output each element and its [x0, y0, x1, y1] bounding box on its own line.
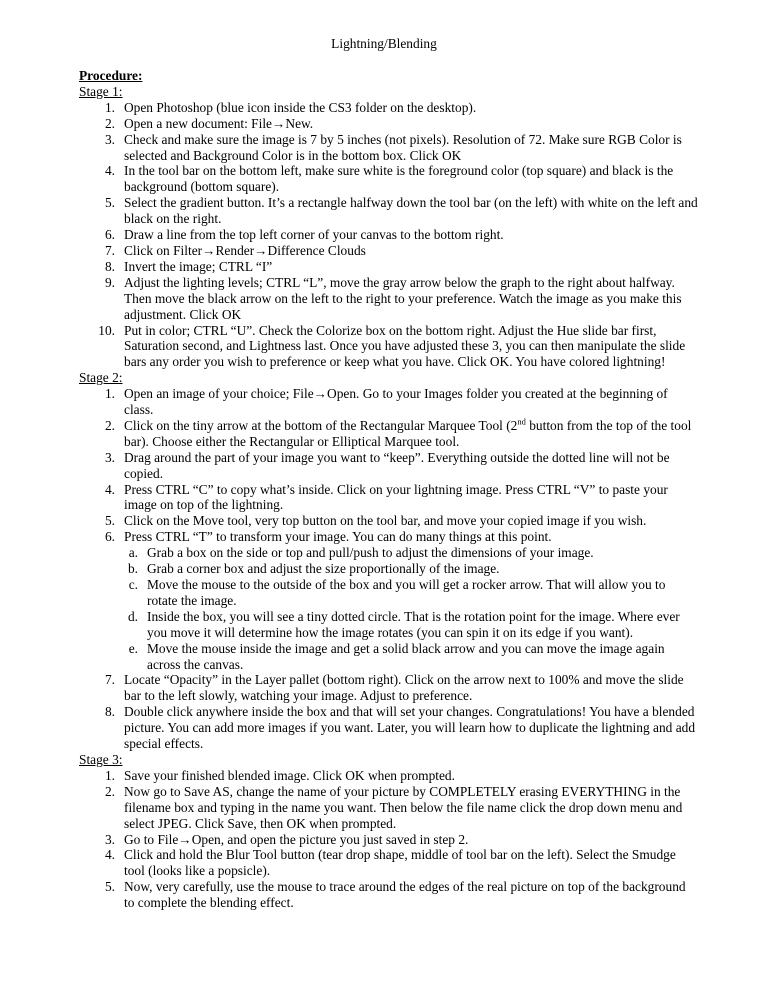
step-text: Open an image of your choice; File→Open. Go to your Images folder you created at the beginning of class.: [124, 386, 668, 418]
step-item: [79, 513, 699, 529]
step-item: [79, 418, 699, 450]
step-number: 4.: [104, 163, 115, 179]
step-text: Save your finished blended image. Click OK when prompted.: [124, 767, 455, 783]
step-text: Check and make sure the image is 7 by 5 inches (not pixels). Resolution of 72. Make sure RGB Color is selected and Background Color is in the bottom box. Click OK: [124, 131, 682, 163]
substep-letter: c.: [128, 577, 138, 592]
substep-letter: d.: [127, 608, 138, 624]
step-text: Open a new document: File→New.: [124, 115, 314, 131]
step-number: 2.: [104, 783, 115, 799]
stage-3-label: Stage 3:: [79, 751, 123, 767]
step-text-continued: button from the top of the tool bar). Choose either the Rectangular or Elliptical Marquee tool.: [124, 417, 692, 449]
step-text: Draw a line from the top left corner of your canvas to the bottom right.: [124, 227, 504, 243]
procedure-heading: Procedure:: [79, 68, 143, 83]
stage-3-steps: [79, 768, 699, 911]
step-item: [79, 243, 699, 259]
step-text: Invert the image; CTRL “I”: [124, 258, 273, 274]
step-item: [79, 323, 699, 371]
document-body: [79, 68, 699, 911]
step-item: [79, 879, 699, 911]
step-text: Press CTRL “C” to copy what’s inside. Click on your lightning image. Press CTRL “V” to paste your image on top of the lightning.: [124, 481, 668, 513]
step-item: [79, 450, 699, 482]
step-number: 5.: [104, 195, 115, 211]
document-title: Lightning/Blending: [331, 36, 437, 51]
step-text: Open Photoshop (blue icon inside the CS3 folder on the desktop).: [124, 99, 477, 115]
step-text: Now, very carefully, use the mouse to trace around the edges of the real picture on top of the background to complete the blending effect.: [124, 879, 686, 911]
step-number: 1.: [104, 386, 115, 402]
step-item: [79, 529, 699, 672]
substep-text: Move the mouse inside the image and get a solid black arrow and you can move the image again across the canvas.: [147, 640, 665, 672]
step-number: 8.: [104, 258, 115, 274]
step-item: [79, 482, 699, 514]
step-text: Select the gradient button. It’s a rectangle halfway down the tool bar (on the left) with white on the left and black on the right.: [124, 195, 698, 227]
step-text: Go to File→Open, and open the picture you just saved in step 2.: [124, 831, 469, 847]
substep-item: [124, 561, 699, 577]
step-number: 8.: [104, 704, 115, 720]
stage-2-label: Stage 2:: [79, 370, 123, 386]
step-number: 4.: [104, 847, 115, 863]
step-item: [79, 100, 699, 116]
stage-1-steps: [79, 100, 699, 370]
step-text: Press CTRL “T” to transform your image. You can do many things at this point.: [124, 529, 552, 545]
ordinal-superscript: nd: [517, 416, 526, 427]
substep-letter: e.: [128, 640, 138, 656]
step-number: 3.: [104, 449, 115, 465]
substep-item: [124, 641, 699, 673]
substep-letter: a.: [128, 545, 138, 561]
stage-1-label: Stage 1:: [79, 83, 123, 99]
substep-text: Grab a box on the side or top and pull/push to adjust the dimensions of your image.: [147, 545, 594, 561]
step-number: 6.: [104, 227, 115, 243]
step-item: [79, 132, 699, 164]
step-text: Click on the tiny arrow at the bottom of the Rectangular Marquee Tool (2: [124, 417, 518, 433]
step-item: [79, 847, 699, 879]
substep-item: [124, 577, 699, 609]
step-text: Click on the Move tool, very top button on the tool bar, and move your copied image if you wish.: [124, 513, 647, 529]
step-item: [79, 704, 699, 752]
transform-substeps: [124, 545, 699, 672]
step-number: 3.: [104, 831, 115, 847]
step-text: Drag around the part of your image you want to “keep”. Everything outside the dotted line will not be copied.: [124, 449, 670, 481]
step-number: 1.: [104, 99, 115, 115]
step-number: 2.: [104, 417, 115, 433]
step-number: 5.: [104, 879, 115, 895]
step-item: [79, 784, 699, 832]
substep-text: Move the mouse to the outside of the box and you will get a rocker arrow. That will allow you to rotate the image.: [147, 577, 666, 608]
step-item: [79, 386, 699, 418]
substep-text: Inside the box, you will see a tiny dotted circle. That is the rotation point for the image. Where ever you move it will determine how the image rotates (you can spin it on its edge if you want).: [147, 608, 680, 640]
step-text: Now go to Save AS, change the name of your picture by COMPLETELY erasing EVERYTHING in the filename box and typing in the name you want. Then below the file name click the drop down menu and select JPEG. Click Save, then OK when prompted.: [124, 783, 683, 831]
step-number: 4.: [104, 481, 115, 497]
stage-2-steps: [79, 386, 699, 752]
substep-letter: b.: [127, 561, 138, 577]
step-item: [79, 672, 699, 704]
step-item: [79, 163, 699, 195]
step-number: 3.: [104, 131, 115, 147]
step-number: 6.: [104, 529, 115, 545]
step-text: Adjust the lighting levels; CTRL “L”, move the gray arrow below the graph to the right about halfway. Then move the black arrow on the left to the right to your preference. Watch the image as you make this adjustment. Click OK: [124, 274, 682, 322]
step-text: In the tool bar on the bottom left, make sure white is the foreground color (top square) and black is the background (bottom square).: [124, 163, 674, 195]
step-item: [79, 768, 699, 784]
step-text: Click on Filter→Render→Difference Clouds: [124, 242, 366, 258]
step-number: 5.: [104, 513, 115, 529]
step-number: 7.: [104, 242, 115, 258]
step-number: 7.: [104, 672, 115, 688]
step-item: [79, 116, 699, 132]
step-text: Put in color; CTRL “U”. Check the Colorize box on the bottom right. Adjust the Hue slide bar first, Saturation second, and Lightness last. Once you have adjusted these 3, you can then manipulate the slide bars any order you wish to preference or keep what you have. Click OK. You have colored lightning!: [124, 322, 686, 370]
step-number: 10.: [98, 322, 115, 338]
step-text: Double click anywhere inside the box and that will set your changes. Congratulations! You have a blended picture. You can add more images if you want. Later, you will learn how to duplicate the lightning and add special effects.: [124, 704, 696, 752]
step-number: 1.: [104, 767, 115, 783]
step-text: Click and hold the Blur Tool button (tear drop shape, middle of tool bar on the left). Select the Smudge tool (looks like a popsicle).: [124, 847, 676, 879]
substep-item: [124, 609, 699, 641]
step-item: [79, 275, 699, 323]
step-item: [79, 832, 699, 848]
substep-text: Grab a corner box and adjust the size proportionally of the image.: [147, 561, 500, 577]
step-item: [79, 227, 699, 243]
step-text: Locate “Opacity” in the Layer pallet (bottom right). Click on the arrow next to 100% and move the slide bar to the left slowly, watching your image. Adjust to preference.: [124, 672, 684, 704]
step-number: 2.: [104, 115, 115, 131]
substep-item: [124, 545, 699, 561]
step-item: [79, 195, 699, 227]
step-number: 9.: [104, 274, 115, 290]
step-item: [79, 259, 699, 275]
